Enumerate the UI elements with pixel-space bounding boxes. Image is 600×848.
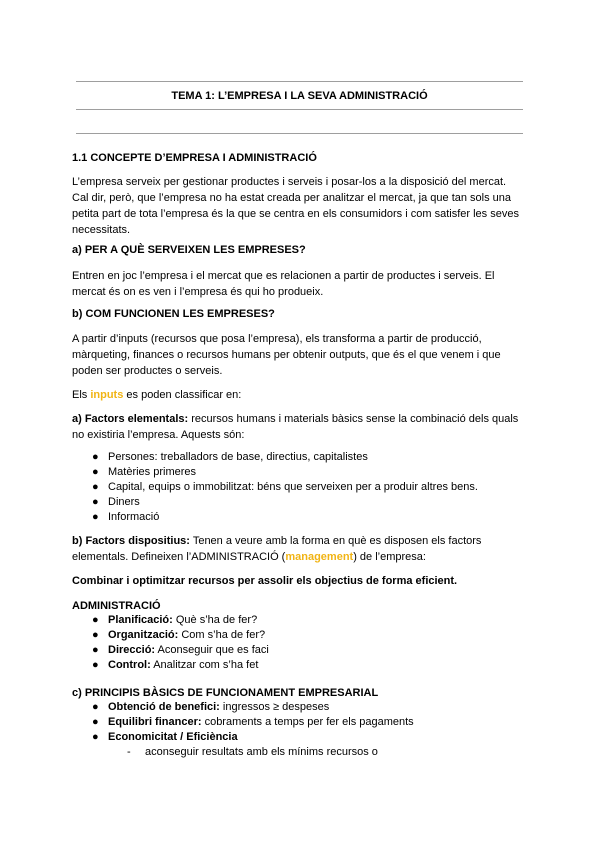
list-item: Economicitat / Eficiència [108,731,238,743]
top-rule [76,81,523,82]
combinar-statement: Combinar i optimitzar recursos per assolir els objectius de forma eficient. [72,575,458,587]
bullet-icon: ● [92,451,99,463]
list-item: Direcció: Aconseguir que es faci [108,644,269,656]
inputs-highlight: inputs [90,389,124,401]
list-item: Obtenció de benefici: ingressos ≥ despeses [108,701,330,713]
bullet-icon: ● [92,659,99,671]
paragraph-line: A partir d’inputs (recursos que posa l’empresa), els transforma a partir de producció, [72,333,482,345]
title-rule-bottom [76,109,523,110]
paragraph-line: Cal dir, però, que l’empresa no ha estat creada per analitzar el mercat, ja que tan sols una [72,192,512,204]
paragraph-line: no existiria l’empresa. Aquests són: [72,429,245,441]
bullet-icon: ● [92,644,99,656]
factors-elementals-paragraph [72,411,524,443]
inputs-sentence [72,387,524,403]
list-item: Informació [108,511,160,523]
paragraph-line: petita part de tota l’empresa és la que se centra en els consumidors i com satisfer les seves [72,208,519,220]
section-a-heading: a) PER A QUÈ SERVEIXEN LES EMPRESES? [72,244,306,256]
bullet-icon: ● [92,701,99,713]
paragraph-line: necessitats. [72,224,131,236]
dash-icon: - [127,746,131,758]
factors-dispositius-paragraph [72,533,524,565]
list-item: Control: Analitzar com s’ha fet [108,659,259,671]
section-b-heading: b) COM FUNCIONEN LES EMPRESES? [72,308,275,320]
factors-dispositius-text: Tenen a veure amb la forma en què es disposen els factors [189,535,482,547]
bullet-icon: ● [92,496,99,508]
management-highlight: management [285,551,354,563]
bullet-icon: ● [92,716,99,728]
sub-list-item: aconseguir resultats amb els mínims recursos o [145,746,378,758]
list-item: Persones: treballadors de base, directius, capitalistes [108,451,368,463]
paragraph-line: màrqueting, finances o recursos humans per obtenir outputs, que és el que venem i que [72,349,501,361]
list-item: Capital, equips o immobilitzat: béns que serveixen per a produir altres bens. [108,481,478,493]
fd-line2-post: ) de l’empresa: [353,551,426,563]
paragraph-line: poden ser productes o serveis. [72,365,223,377]
list-item: Organització: Com s’ha de fer? [108,629,266,641]
title-rule-extra [76,133,523,134]
bullet-icon: ● [92,511,99,523]
paragraph-line: Entren en joc l’empresa i el mercat que es relacionen a partir de productes i serveis. El [72,270,495,282]
paragraph-line: mercat és on es ven i l’empresa és qui ho produeix. [72,286,324,298]
section-1-paragraph [72,174,524,238]
bullet-icon: ● [92,629,99,641]
list-item: Equilibri financer: cobraments a temps per fer els pagaments [108,716,414,728]
list-item: Planificació: Què s’ha de fer? [108,614,258,626]
inputs-pre: Els [72,389,91,401]
section-b-paragraph [72,331,524,379]
factors-dispositius-label: b) Factors dispositius: [72,535,190,547]
bullet-icon: ● [92,614,99,626]
page-title: TEMA 1: L’EMPRESA I LA SEVA ADMINISTRACIÓ [171,90,428,102]
section-1-heading: 1.1 CONCEPTE D’EMPRESA I ADMINISTRACIÓ [72,152,317,164]
section-c-heading: c) PRINCIPIS BÀSICS DE FUNCIONAMENT EMPRESARIAL [72,687,379,699]
bullet-icon: ● [92,481,99,493]
paragraph-line: L’empresa serveix per gestionar productes i serveis i posar-los a la disposició del mercat. [72,176,507,188]
administracio-heading: ADMINISTRACIÓ [72,600,161,612]
bullet-icon: ● [92,731,99,743]
inputs-post: es poden classificar en: [123,389,242,401]
factors-elementals-label: a) Factors elementals: [72,413,189,425]
fd-line2-pre: elementals. Defineixen l’ADMINISTRACIÓ ( [72,551,286,563]
factors-elementals-text: recursos humans i materials bàsics sense la combinació dels quals [188,413,519,425]
bullet-icon: ● [92,466,99,478]
section-a-paragraph [72,268,524,300]
list-item: Matèries primeres [108,466,197,478]
list-item: Diners [108,496,140,508]
